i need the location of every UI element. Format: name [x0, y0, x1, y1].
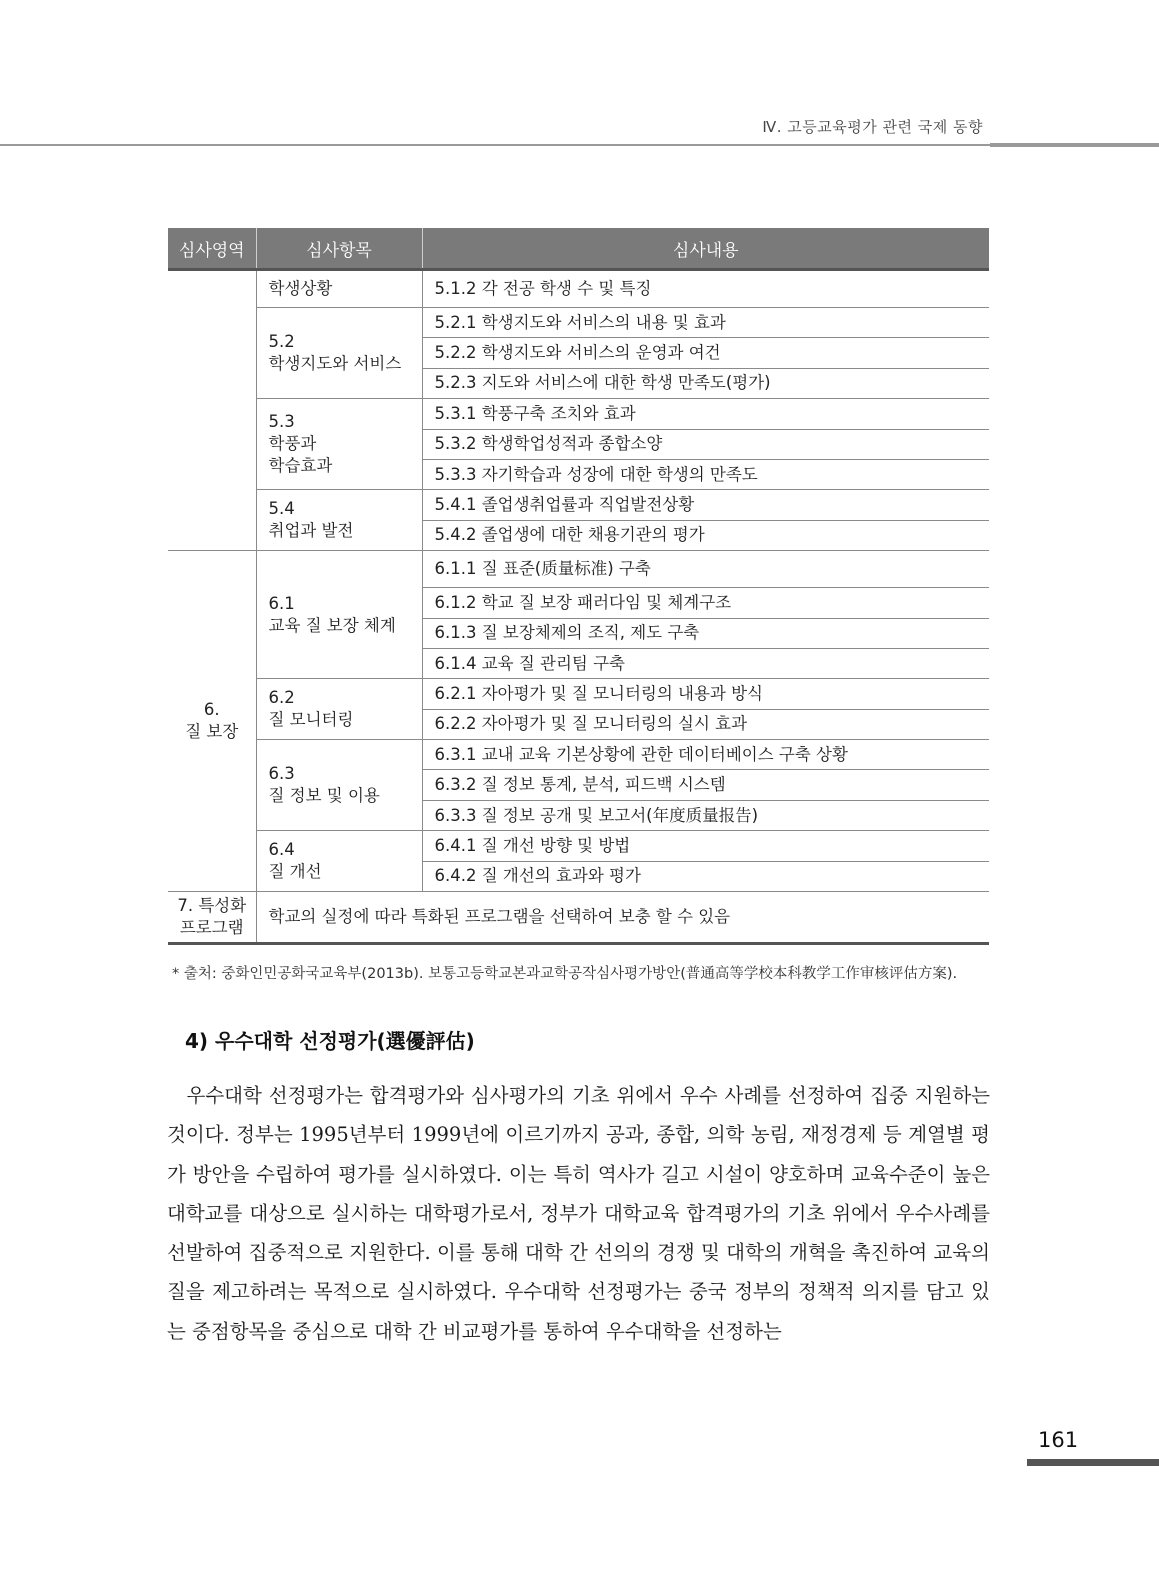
item-cell: 6.1 교육 질 보장 체계 [256, 551, 422, 679]
table-row [168, 490, 989, 520]
header-content: 심사내용 [422, 228, 989, 270]
header-item: 심사항목 [256, 228, 422, 270]
section-heading: 4) 우수대학 선정평가(選優評估) [185, 1029, 475, 1053]
table-row [168, 740, 989, 770]
content-cell: 6.1.4 교육 질 관리팀 구축 [422, 648, 989, 678]
item-cell: 학생상황 [256, 270, 422, 308]
item-cell: 5.2 학생지도와 서비스 [256, 308, 422, 399]
table-row [168, 270, 989, 308]
area-cell: 6. 질 보장 [168, 551, 256, 892]
table-row [168, 551, 989, 588]
content-cell: 5.1.2 각 전공 학생 수 및 특징 [422, 270, 989, 308]
table-row [168, 831, 989, 861]
content-cell: 5.2.1 학생지도와 서비스의 내용 및 효과 [422, 308, 989, 338]
table-row [168, 399, 989, 429]
content-cell: 5.2.3 지도와 서비스에 대한 학생 만족도(평가) [422, 368, 989, 398]
table-row [168, 892, 989, 944]
content-cell: 6.3.3 질 정보 공개 및 보고서(年度质量报告) [422, 800, 989, 830]
footer-rule [1027, 1459, 1159, 1466]
content-cell: 6.2.2 자아평가 및 질 모니터링의 실시 효과 [422, 709, 989, 739]
content-cell: 6.4.2 질 개선의 효과와 평가 [422, 861, 989, 891]
area-cell: 7. 특성화 프로그램 [168, 892, 256, 944]
content-cell: 6.3.2 질 정보 통계, 분석, 피드백 시스템 [422, 770, 989, 800]
content-cell: 6.1.2 학교 질 보장 패러다임 및 체계구조 [422, 588, 989, 618]
content-cell: 6.1.3 질 보장체제의 조직, 제도 구축 [422, 618, 989, 648]
header-rule-accent [990, 143, 1159, 147]
table-row [168, 308, 989, 338]
table-row [168, 679, 989, 709]
content-cell: 6.4.1 질 개선 방향 및 방법 [422, 831, 989, 861]
content-cell: 학교의 실정에 따라 특화된 프로그램을 선택하여 보충 할 수 있음 [256, 892, 989, 944]
area-cell [168, 270, 256, 551]
content-cell: 6.3.1 교내 교육 기본상황에 관한 데이터베이스 구축 상황 [422, 740, 989, 770]
item-cell: 5.3 학풍과 학습효과 [256, 399, 422, 490]
item-cell: 6.2 질 모니터링 [256, 679, 422, 740]
body-paragraph-text: 우수대학 선정평가는 합격평가와 심사평가의 기초 위에서 우수 사례를 선정하여 집중 지원하는 것이다. 정부는 1995년부터 1999년에 이르기까지 공과, 종합, 의학 농림, 재정경제 등 계열별 평가 방안을 수립하여 평가를 실시하였다. 이는 특히 역사가 길고 시설이 양호하며 교육수준이 높은 대학교를 대상으로 실시하는 대학평가로서, 정부가 대학교육 합격평가의 기초 위에서 우수사례를 선발하여 집중적으로 지원한다. 이를 통해 대학 간 선의의 경쟁 및 대학의 개혁을 촉진하여 교육의 질을 제고하려는 목적으로 실시하였다. 우수대학 선정평가는 중국 정부의 정책적 의지를 담고 있는 중점항목을 중심으로 대학 간 비교평가를 통하여 우수대학을 선정하는 [167, 1084, 990, 1343]
content-cell: 5.3.1 학풍구축 조치와 효과 [422, 399, 989, 429]
review-criteria-table [168, 228, 989, 945]
item-cell: 6.4 질 개선 [256, 831, 422, 892]
content-cell: 5.4.2 졸업생에 대한 채용기관의 평가 [422, 520, 989, 550]
item-cell: 6.3 질 정보 및 이용 [256, 740, 422, 831]
header-area: 심사영역 [168, 228, 256, 270]
table-header-row [168, 228, 989, 270]
content-cell: 5.2.2 학생지도와 서비스의 운영과 여건 [422, 338, 989, 368]
running-header: Ⅳ. 고등교육평가 관련 국제 동향 [762, 118, 983, 136]
content-cell: 5.4.1 졸업생취업률과 직업발전상황 [422, 490, 989, 520]
header-rule [0, 144, 990, 146]
item-cell: 5.4 취업과 발전 [256, 490, 422, 551]
source-note: * 출처: 중화인민공화국교육부(2013b). 보통고등학교본과교학공작심사평가방안(普通高等学校本科教学工作审核评估方案). [172, 966, 958, 982]
content-cell: 6.2.1 자아평가 및 질 모니터링의 내용과 방식 [422, 679, 989, 709]
page-number: 161 [1038, 1428, 1079, 1452]
body-paragraph [167, 1076, 990, 1351]
content-cell: 5.3.2 학생학업성적과 종합소양 [422, 429, 989, 459]
content-cell: 6.1.1 질 표준(质量标准) 구축 [422, 551, 989, 588]
content-cell: 5.3.3 자기학습과 성장에 대한 학생의 만족도 [422, 459, 989, 489]
